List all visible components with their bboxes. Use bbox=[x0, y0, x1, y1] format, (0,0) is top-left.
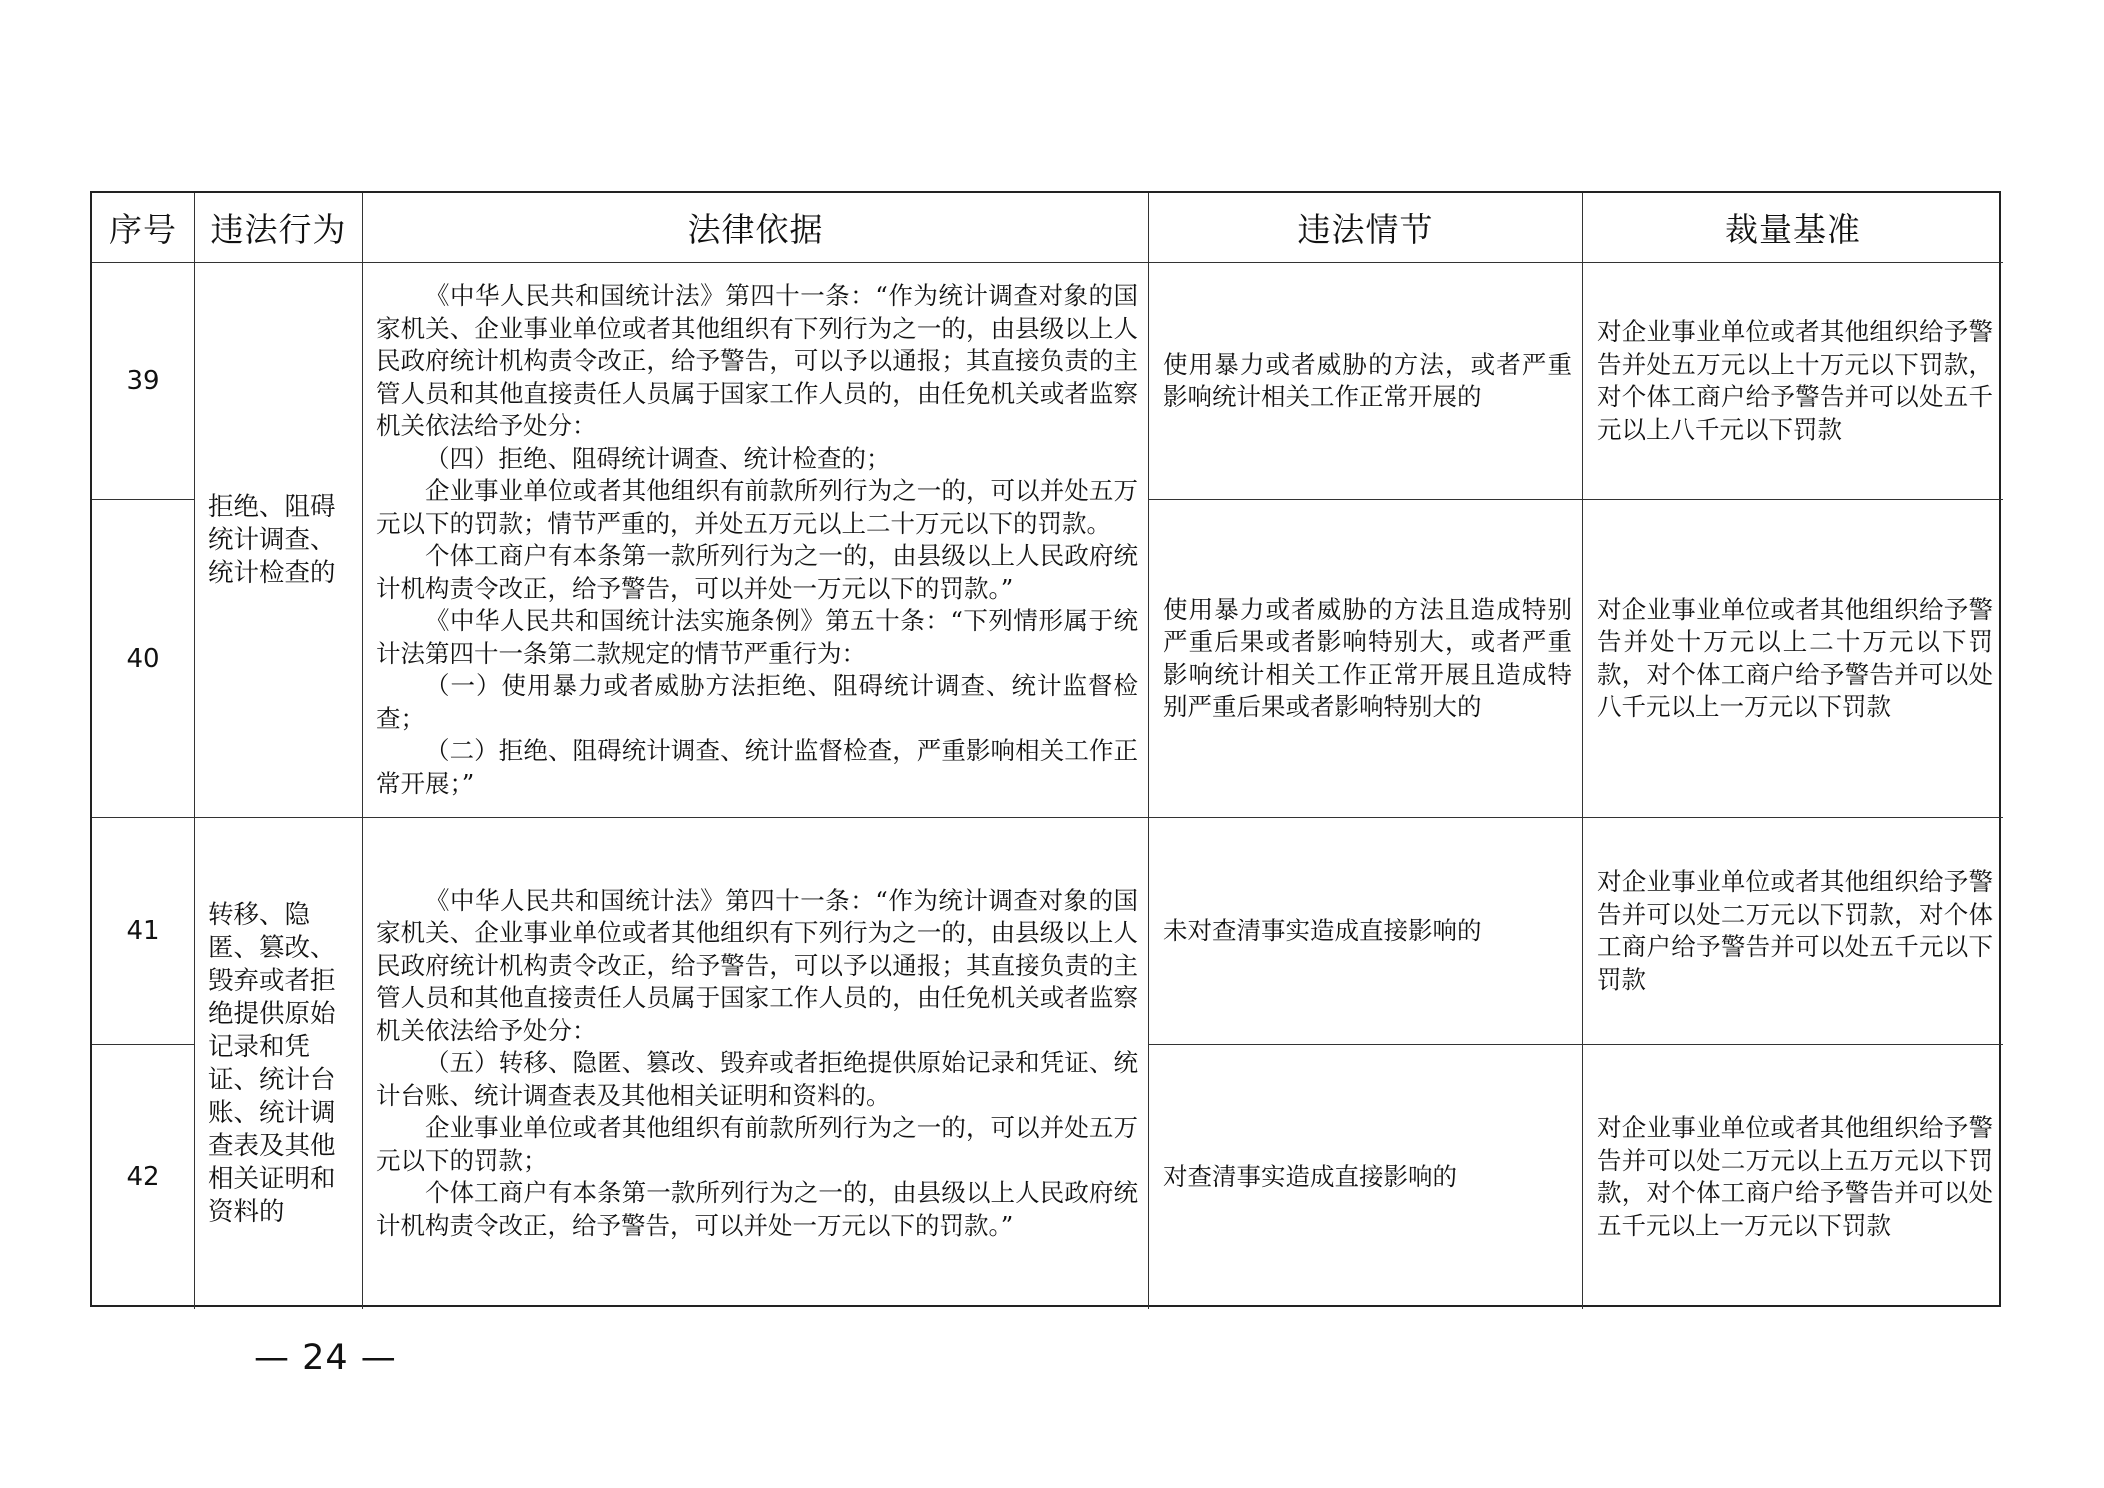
group-2-behavior bbox=[195, 818, 363, 1309]
header-standard: 裁量基准 bbox=[1583, 193, 2003, 263]
header-legal-basis: 法律依据 bbox=[363, 193, 1149, 263]
row-39-circumstance bbox=[1149, 263, 1583, 500]
group-2-behavior-text: 转移、隐匿、篡改、毁弃或者拒绝提供原始记录和凭证、统计台账、统计调查表及其他相关证明和资料的 bbox=[208, 899, 336, 1227]
legal-paragraph: 企业事业单位或者其他组织有前款所列行为之一的，可以并处五万元以下的罚款；情节严重的，并处五万元以上二十万元以下的罚款。 bbox=[376, 476, 1138, 538]
legal-paragraph: 企业事业单位或者其他组织有前款所列行为之一的，可以并处五万元以下的罚款； bbox=[376, 1113, 1138, 1175]
legal-paragraph: （一）使用暴力或者威胁方法拒绝、阻碍统计调查、统计监督检查； bbox=[376, 671, 1138, 733]
legal-paragraph: 《中华人民共和国统计法实施条例》第五十条：“下列情形属于统计法第四十一条第二款规定的情节严重行为： bbox=[376, 606, 1138, 668]
row-42-standard bbox=[1583, 1045, 2003, 1309]
row-39-circumstance-text: 使用暴力或者威胁的方法，或者严重影响统计相关工作正常开展的 bbox=[1163, 349, 1572, 411]
discretion-standard-table bbox=[90, 191, 2001, 1307]
row-40-standard bbox=[1583, 500, 2003, 818]
row-39-seq: 39 bbox=[92, 263, 195, 500]
group-2-legal-basis bbox=[363, 818, 1149, 1309]
row-40-standard-text: 对企业事业单位或者其他组织给予警告并处十万元以上二十万元以下罚款，对个体工商户给予警告并可以处八千元以上一万元以下罚款 bbox=[1597, 594, 1993, 721]
row-42-circumstance bbox=[1149, 1045, 1583, 1309]
row-40-seq: 40 bbox=[92, 500, 195, 818]
legal-paragraph: （五）转移、隐匿、篡改、毁弃或者拒绝提供原始记录和凭证、统计台账、统计调查表及其他相关证明和资料的。 bbox=[376, 1048, 1138, 1110]
legal-paragraph: （四）拒绝、阻碍统计调查、统计检查的； bbox=[425, 443, 891, 473]
row-41-seq: 41 bbox=[92, 818, 195, 1045]
group-1-behavior-text: 拒绝、阻碍统计调查、统计检查的 bbox=[208, 491, 336, 588]
row-42-seq: 42 bbox=[92, 1045, 195, 1309]
legal-paragraph: 《中华人民共和国统计法》第四十一条：“作为统计调查对象的国家机关、企业事业单位或者其他组织有下列行为之一的，由县级以上人民政府统计机构责令改正，给予警告，可以予以通报；其直接负责的主管人员和其他直接责任人员属于国家工作人员的，由任免机关或者监察机关依法给予处分： bbox=[376, 281, 1138, 440]
header-circumstance: 违法情节 bbox=[1149, 193, 1583, 263]
legal-paragraph: 个体工商户有本条第一款所列行为之一的，由县级以上人民政府统计机构责令改正，给予警告，可以并处一万元以下的罚款。” bbox=[376, 541, 1138, 603]
legal-paragraph: 个体工商户有本条第一款所列行为之一的，由县级以上人民政府统计机构责令改正，给予警告，可以并处一万元以下的罚款。” bbox=[376, 1178, 1138, 1240]
page-number: — 24 — bbox=[254, 1338, 397, 1378]
row-40-circumstance bbox=[1149, 500, 1583, 818]
row-40-circumstance-text: 使用暴力或者威胁的方法且造成特别严重后果或者影响特别大，或者严重影响统计相关工作正常开展且造成特别严重后果或者影响特别大的 bbox=[1163, 594, 1572, 721]
row-39-standard bbox=[1583, 263, 2003, 500]
group-1-behavior bbox=[195, 263, 363, 818]
row-41-circumstance bbox=[1149, 818, 1583, 1045]
row-39-standard-text: 对企业事业单位或者其他组织给予警告并处五万元以上十万元以下罚款，对个体工商户给予警告并可以处五千元以上八千元以下罚款 bbox=[1597, 317, 1993, 444]
row-41-standard-text: 对企业事业单位或者其他组织给予警告并可以处二万元以下罚款，对个体工商户给予警告并可以处五千元以下罚款 bbox=[1597, 867, 1993, 994]
row-41-standard bbox=[1583, 818, 2003, 1045]
group-1-legal-basis bbox=[363, 263, 1149, 818]
header-behavior: 违法行为 bbox=[195, 193, 363, 263]
legal-paragraph: （二）拒绝、阻碍统计调查、统计监督检查，严重影响相关工作正常开展；” bbox=[376, 736, 1138, 798]
row-42-standard-text: 对企业事业单位或者其他组织给予警告并可以处二万元以上五万元以下罚款，对个体工商户给予警告并可以处五千元以上一万元以下罚款 bbox=[1597, 1113, 1993, 1240]
row-41-circumstance-text: 未对查清事实造成直接影响的 bbox=[1163, 915, 1482, 945]
legal-paragraph: 《中华人民共和国统计法》第四十一条：“作为统计调查对象的国家机关、企业事业单位或者其他组织有下列行为之一的，由县级以上人民政府统计机构责令改正，给予警告，可以予以通报；其直接负责的主管人员和其他直接责任人员属于国家工作人员的，由任免机关或者监察机关依法给予处分： bbox=[376, 885, 1138, 1045]
header-seq: 序号 bbox=[92, 193, 195, 263]
row-42-circumstance-text: 对查清事实造成直接影响的 bbox=[1163, 1161, 1457, 1191]
